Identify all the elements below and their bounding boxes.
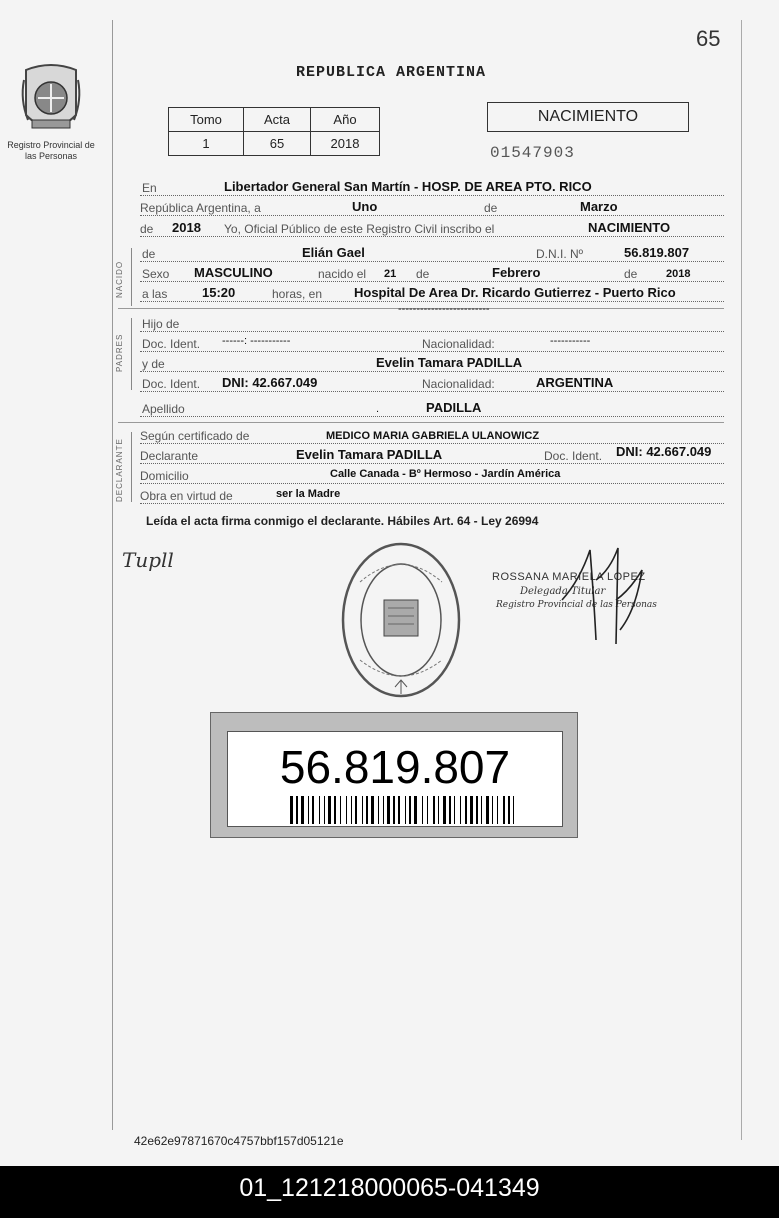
value-apellido: PADILLA bbox=[426, 400, 482, 415]
label-apellido: Apellido bbox=[142, 402, 185, 416]
value-madre: Evelin Tamara PADILLA bbox=[376, 355, 523, 370]
tomo-acta-table bbox=[168, 107, 380, 156]
label-dni: D.N.I. Nº bbox=[536, 247, 584, 261]
value-mes-registro: Marzo bbox=[580, 199, 618, 214]
barcode bbox=[288, 796, 518, 824]
row-declarante bbox=[140, 445, 724, 464]
table-header: Año bbox=[311, 108, 380, 132]
table-cell: 1 bbox=[169, 132, 244, 156]
label-segun: Según certificado de bbox=[140, 429, 250, 443]
right-margin-line bbox=[741, 20, 742, 1140]
row-hijo-de bbox=[140, 303, 724, 332]
document-title: REPUBLICA ARGENTINA bbox=[296, 64, 487, 81]
official-name: ROSSANA MARIELA LOPEZ bbox=[492, 571, 646, 583]
label-en: En bbox=[142, 181, 157, 195]
serial-number: 01547903 bbox=[490, 144, 575, 162]
label-obra: Obra en virtud de bbox=[140, 489, 233, 503]
label-nacido-el: nacido el bbox=[318, 267, 367, 281]
official-role: Delegada Titular bbox=[520, 586, 606, 597]
value-padre-doc: ------: ----------- bbox=[222, 335, 291, 347]
label-de-year: de bbox=[140, 222, 154, 236]
label-de2: de bbox=[416, 267, 430, 281]
table-cell: 2018 bbox=[311, 132, 380, 156]
value-madre-doc: DNI: 42.667.049 bbox=[222, 375, 318, 390]
value-lugar: Libertador General San Martín - HOSP. DE AREA PTO. RICO bbox=[224, 179, 592, 194]
label-nacionalidad: Nacionalidad: bbox=[422, 337, 495, 351]
section-label-declarante: DECLARANTE bbox=[115, 438, 124, 502]
row-hora bbox=[140, 283, 724, 302]
value-dia-nac: 21 bbox=[384, 268, 397, 280]
section-bracket-padres bbox=[131, 318, 132, 390]
official-organization: Registro Provincial de las Personas bbox=[496, 600, 657, 610]
row-sexo bbox=[140, 263, 724, 282]
value-anio-nac: 2018 bbox=[666, 268, 691, 280]
document-hash: 42e62e97871670c4757bbf157d05121e bbox=[134, 1134, 344, 1148]
row-apellido bbox=[140, 398, 724, 417]
label-domicilio: Domicilio bbox=[140, 469, 189, 483]
value-hora: 15:20 bbox=[202, 285, 236, 300]
row-obra bbox=[140, 485, 724, 504]
label-doc-ident3: Doc. Ident. bbox=[544, 449, 603, 463]
dni-sticker-inner bbox=[227, 731, 563, 827]
label-y-de: y de bbox=[142, 357, 165, 371]
row-nombre bbox=[140, 243, 724, 262]
act-type-box: NACIMIENTO bbox=[487, 102, 689, 132]
label-doc-ident2: Doc. Ident. bbox=[142, 377, 201, 391]
value-obra: ser la Madre bbox=[276, 488, 341, 500]
value-mes-nac: Febrero bbox=[492, 265, 541, 280]
section-bracket-nacido bbox=[131, 248, 132, 306]
label-nacionalidad2: Nacionalidad: bbox=[422, 377, 495, 391]
label-yo: Yo, Oficial Público de este Registro Civil inscribo el bbox=[224, 222, 495, 236]
label-republica: República Argentina, a bbox=[140, 201, 261, 215]
value-nombre: Elián Gael bbox=[302, 245, 365, 260]
value-acto: NACIMIENTO bbox=[588, 220, 671, 235]
value-lugar-nac: Hospital De Area Dr. Ricardo Gutierrez - Puerto Rico bbox=[354, 285, 676, 300]
label-de-name: de bbox=[142, 247, 156, 261]
value-declarante-doc: DNI: 42.667.049 bbox=[616, 444, 712, 459]
table-header-row bbox=[169, 108, 380, 132]
value-declarante: Evelin Tamara PADILLA bbox=[296, 447, 443, 462]
dni-sticker bbox=[210, 712, 578, 838]
table-cell: 65 bbox=[244, 132, 311, 156]
handwritten-signature bbox=[560, 540, 650, 650]
value-sexo: MASCULINO bbox=[194, 265, 273, 280]
row-madre bbox=[140, 353, 724, 372]
row-lugar bbox=[140, 177, 724, 196]
label-hijo-de: Hijo de bbox=[142, 317, 180, 331]
footer-code: 01_121218000065-041349 bbox=[0, 1166, 779, 1218]
section-divider bbox=[118, 422, 724, 423]
value-padre: ------------------------- bbox=[398, 303, 490, 315]
left-margin-line bbox=[112, 20, 113, 1130]
label-sexo: Sexo bbox=[142, 267, 170, 281]
row-inscripcion bbox=[140, 218, 724, 237]
dni-sticker-number: 56.819.807 bbox=[279, 741, 511, 793]
closing-statement: Leída el acta firma conmigo el declarante. Hábiles Art. 64 - Ley 26994 bbox=[146, 514, 539, 528]
official-seal bbox=[340, 542, 462, 700]
row-certificado bbox=[140, 425, 724, 444]
row-padre-doc bbox=[140, 333, 724, 352]
table-row bbox=[169, 132, 380, 156]
row-madre-doc bbox=[140, 373, 724, 392]
label-horas-en: horas, en bbox=[272, 287, 323, 301]
label-doc-ident: Doc. Ident. bbox=[142, 337, 201, 351]
row-fecha-registro bbox=[140, 197, 724, 216]
handwritten-initials: Tupll bbox=[122, 548, 174, 572]
section-label-nacido: NACIDO bbox=[115, 260, 124, 298]
value-certificado: MEDICO MARIA GABRIELA ULANOWICZ bbox=[326, 430, 540, 442]
section-label-padres: PADRES bbox=[115, 333, 124, 372]
page-number: 65 bbox=[696, 26, 721, 51]
label-de3: de bbox=[624, 267, 638, 281]
value-madre-nac: ARGENTINA bbox=[536, 375, 614, 390]
value-anio-registro: 2018 bbox=[172, 220, 201, 235]
table-header: Acta bbox=[244, 108, 311, 132]
value-padre-nac: ----------- bbox=[550, 335, 591, 347]
row-domicilio bbox=[140, 465, 724, 484]
value-dni: 56.819.807 bbox=[624, 245, 690, 260]
label-de: de bbox=[484, 201, 498, 215]
value-domicilio: Calle Canada - Bº Hermoso - Jardín América bbox=[330, 468, 561, 480]
value-dia-registro: Uno bbox=[352, 199, 378, 214]
value-apellido-dot: . bbox=[376, 403, 380, 415]
registry-logo bbox=[18, 60, 84, 140]
label-a-las: a las bbox=[142, 287, 168, 301]
logo-caption: Registro Provincial de las Personas bbox=[7, 140, 95, 161]
section-bracket-declarante bbox=[131, 432, 132, 502]
table-header: Tomo bbox=[169, 108, 244, 132]
label-declarante: Declarante bbox=[140, 449, 199, 463]
